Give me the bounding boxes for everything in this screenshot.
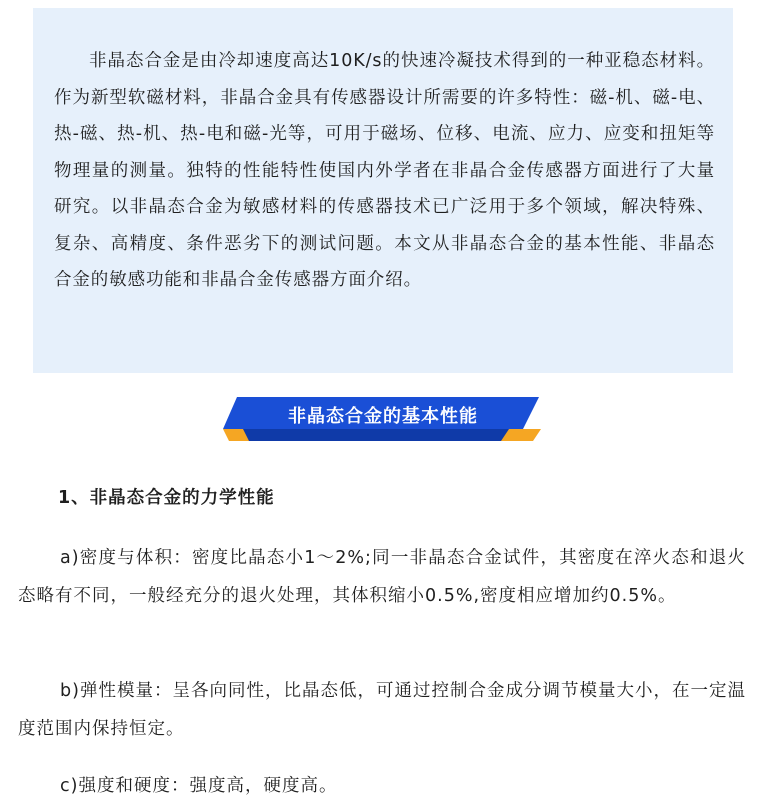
intro-box [33,8,733,373]
property-density: a)密度与体积：密度比晶态小1～2%;同一非晶态合金试件，其密度在淬火态和退火态略有不同，一般经充分的退火处理，其体积缩小0.5%,密度相应增加约0.5%。 [18,548,746,606]
intro-paragraph: 非晶态合金是由冷却速度高达10K/s的快速冷凝技术得到的一种亚稳态材料。作为新型软磁材料，非晶合金具有传感器设计所需要的许多特性：磁-机、磁-电、热-磁、热-机、热-电和磁-光等，可用于磁场、位移、电流、应力、应变和扭矩等物理量的测量。独特的性能特性使国内外学者在非晶合金传感器方面进行了大量研究。以非晶态合金为敏感材料的传感器技术已广泛用于多个领域，解决特殊、复杂、高精度、条件恶劣下的测试问题。本文从非晶态合金的基本性能、非晶态合金的敏感功能和非晶合金传感器方面介绍。 [54,51,715,290]
section-banner [223,395,543,443]
property-elastic-modulus: b)弹性模量：呈各向同性，比晶态低，可通过控制合金成分调节模量大小，在一定温度范围内保持恒定。 [18,681,746,739]
section-title: 非晶态合金的基本性能 [288,406,478,427]
property-strength: c)强度和硬度：强度高，硬度高。 [60,776,338,796]
mechanical-heading: 1、非晶态合金的力学性能 [58,488,275,508]
